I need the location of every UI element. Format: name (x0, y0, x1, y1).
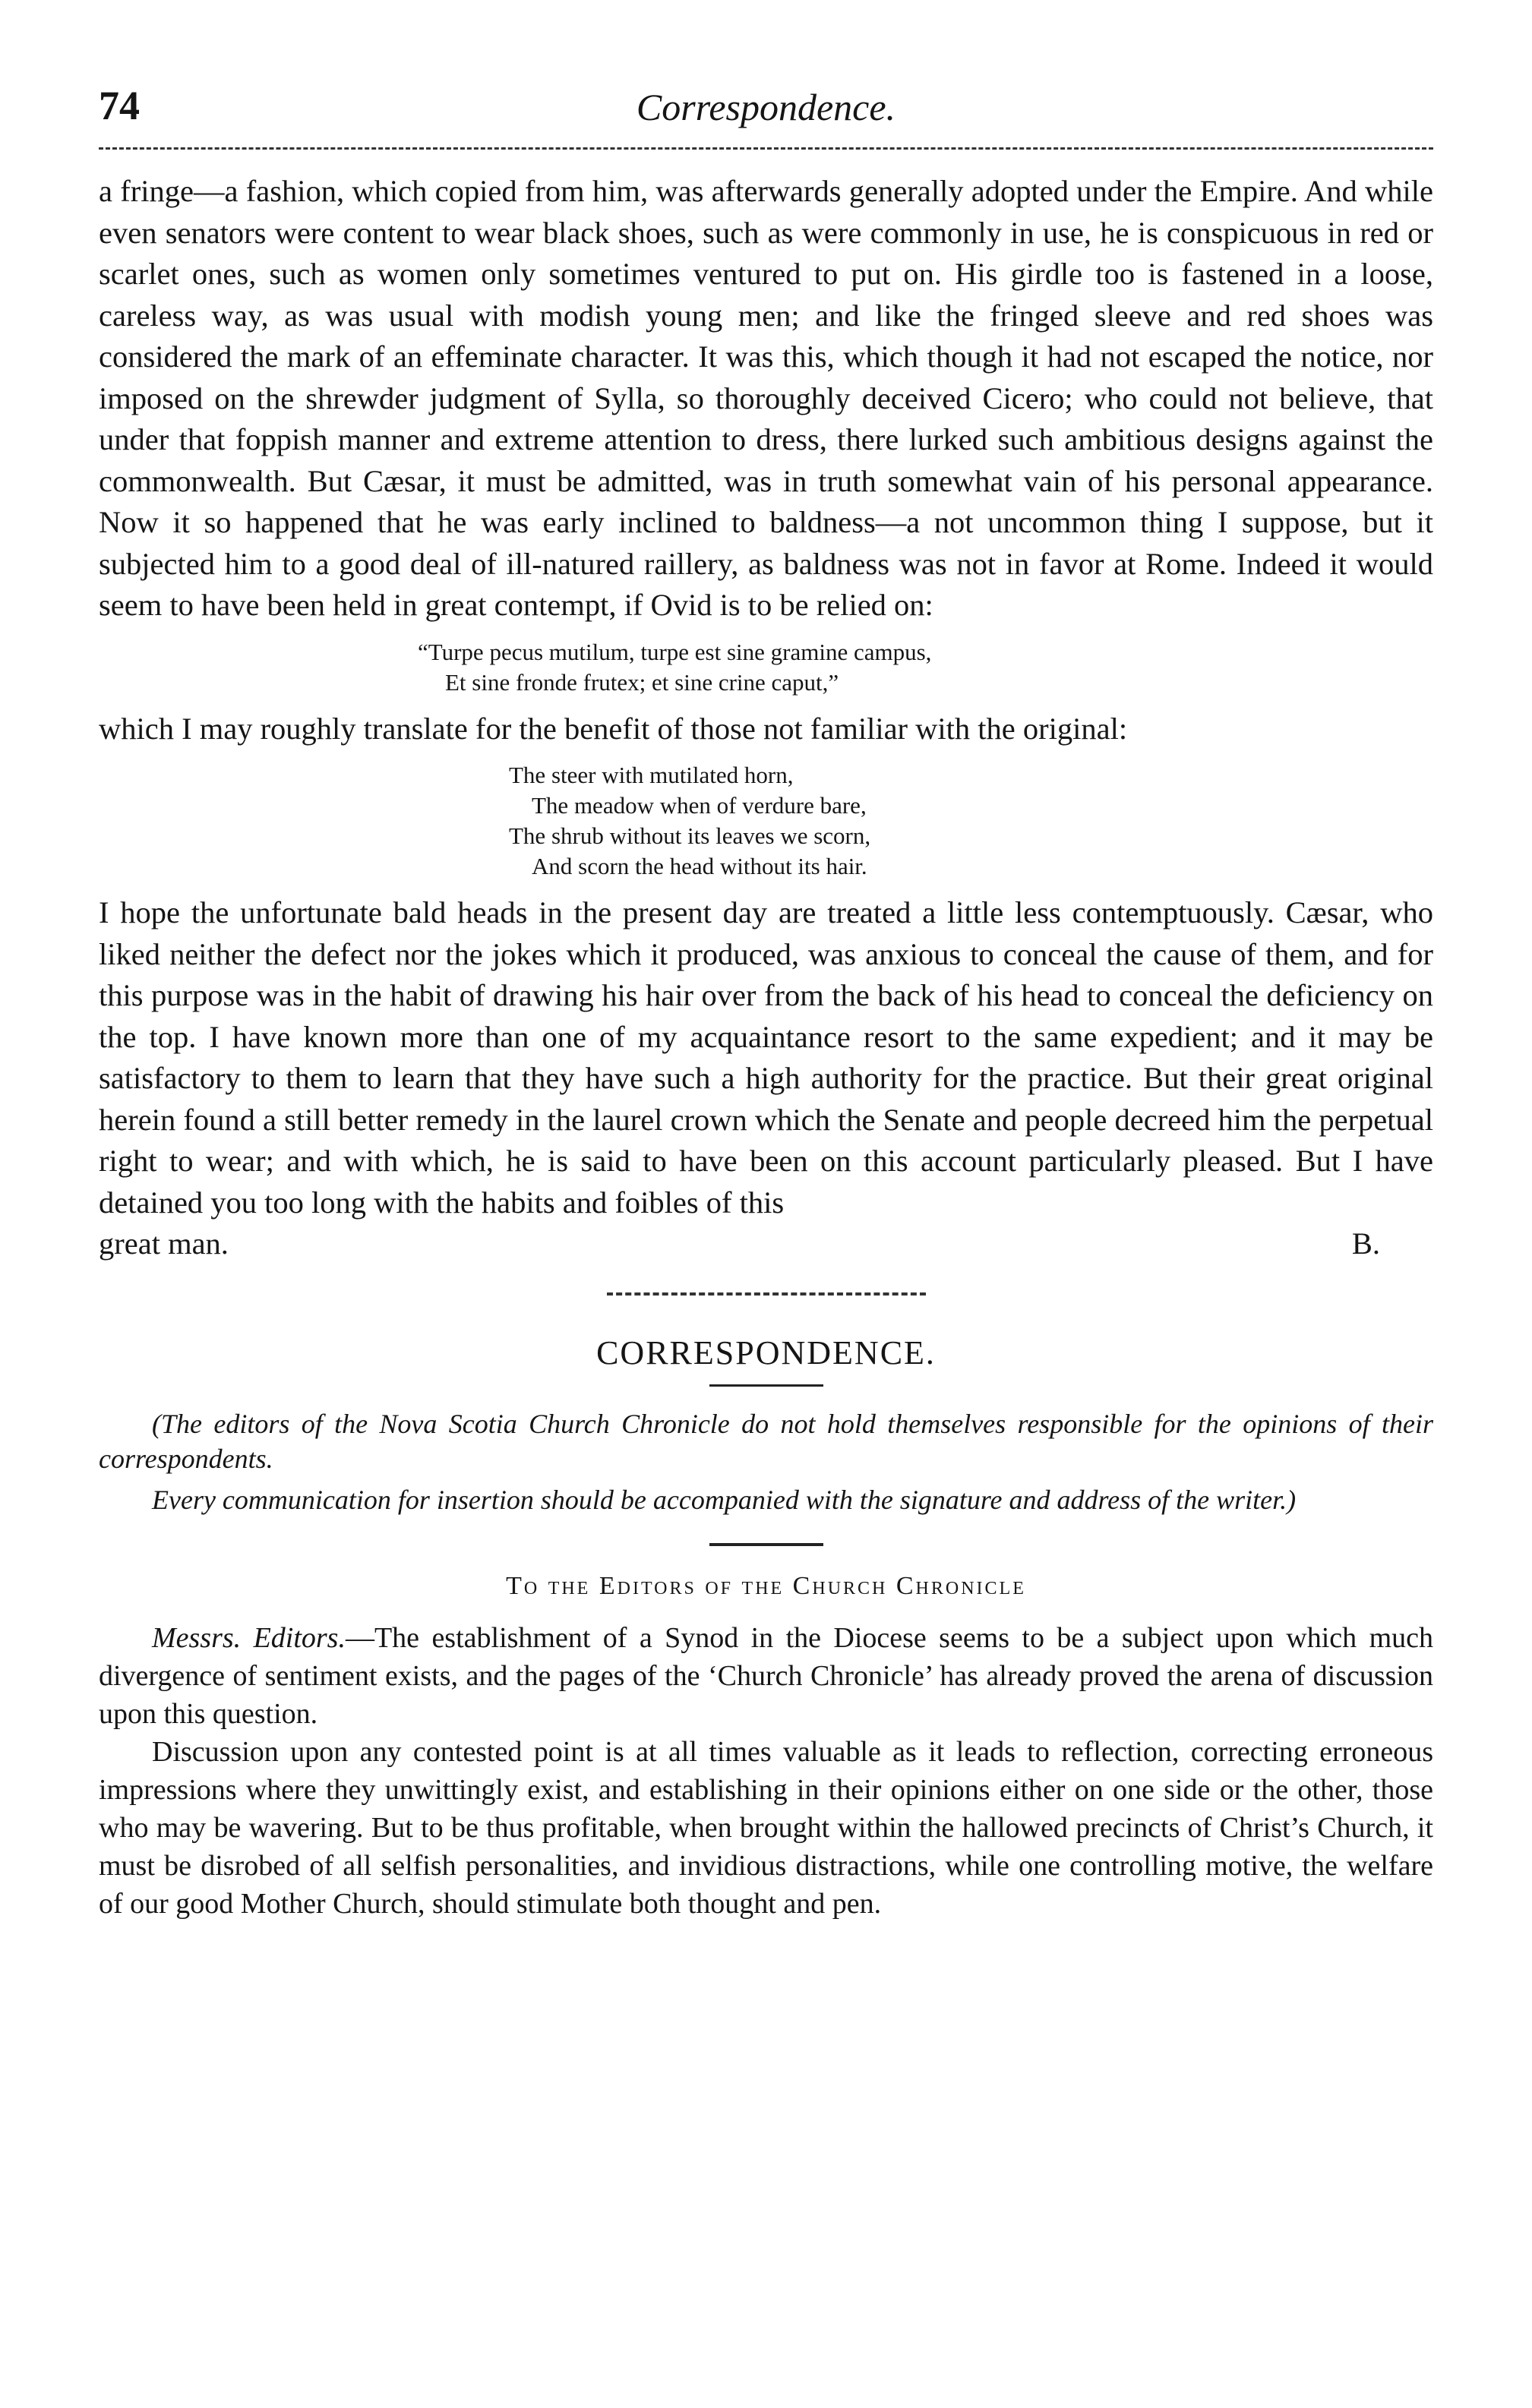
letter-paragraph-1-text: —The establishment of a Synod in the Diocese seems to be a subject upon which much divergence of sentiment exists, and the pages of the ‘Church Chronicle’ has already proved the arena of discussion upon this question. (99, 1621, 1433, 1730)
editor-note-2: Every communication for insertion should be accompanied with the signature and address of the writer.) (152, 1484, 1297, 1515)
salutation: Messrs. Editors. (152, 1621, 346, 1654)
header-rule (99, 147, 1433, 150)
letter-body (99, 1619, 1433, 1923)
note-rule (709, 1543, 823, 1546)
section-ornament (607, 1292, 926, 1296)
english-verse-line-4: And scorn the head without its hair. (532, 853, 867, 879)
english-verse-line-1: The steer with mutilated horn, (509, 762, 794, 788)
latin-verse (99, 637, 1433, 698)
letter-paragraph-2: Discussion upon any contested point is at all times valuable as it leads to reflection, correcting erroneous impressions where they unwittingly exist, and establishing in their opinions either on one side or the other, those who may be wavering. But to be thus profitable, when brought within the hallowed precincts of Christ’s Church, it must be disrobed of all selfish personalities, and invidious distractions, while one controlling motive, the welfare of our good Mother Church, should stimulate both thought and pen. (99, 1735, 1433, 1920)
author-signature: B. (1351, 1226, 1380, 1261)
latin-verse-line-1: “Turpe pecus mutilum, turpe est sine gramine campus, (418, 638, 932, 665)
running-head (99, 82, 1433, 143)
section-heading: CORRESPONDENCE. (596, 1333, 936, 1371)
heading-rule (709, 1384, 823, 1387)
article-paragraph-1: a fringe—a fashion, which copied from him, was afterwards generally adopted under the Empire. And while even senators were content to wear black shoes, such as were commonly in use, he is conspicuous in red or scarlet ones, such as women only sometimes ventured to put on. His girdle too is fastened in a loose, careless way, as was usual with modish young men; and like the fringed sleeve and red shoes was considered the mark of an effeminate character. It was this, which though it had not escaped the notice, nor imposed on the shrewder judgment of Sylla, so thoroughly deceived Cicero; who could not believe, that under that foppish manner and extreme attention to dress, there lurked such ambitious designs against the commonwealth. But Cæsar, it must be admitted, was in truth somewhat vain of his personal appearance. Now it so happened that he was early inclined to baldness—a not uncommon thing I suppose, but it subjected him to a good deal of ill-natured raillery, as baldness was not in favor at Rome. Indeed it would seem to have been held in great contempt, if Ovid is to be relied on: (99, 174, 1433, 622)
english-verse (99, 760, 1433, 882)
article-last-line: great man. (99, 1226, 229, 1261)
article-paragraph-3: I hope the unfortunate bald heads in the present day are treated a little less contemptuously. Cæsar, who liked neither the defect nor the jokes which it produced, was anxious to conceal the cause of them, and for this purpose was in the habit of drawing his hair over from the back of his head to conceal the deficiency on the top. I have known more than one of my acquaintance resort to the same expedient; and it may be satisfactory to them to learn that they have such a high authority for the practice. But their great original herein found a still better remedy in the laurel crown which the Senate and people decreed him the perpetual right to wear; and with which, he is said to have been on this account particularly pleased. But I have detained you too long with the habits and foibles of this (99, 895, 1433, 1220)
latin-verse-line-2: Et sine fronde frutex; et sine crine caput,” (445, 668, 839, 696)
letter-paragraph-1 (99, 1619, 1433, 1733)
english-verse-line-3: The shrub without its leaves we scorn, (509, 822, 871, 849)
letter-heading: To the Editors of the Church Chronicle (506, 1571, 1026, 1600)
editor-note-1: (The editors of the Nova Scotia Church Chronicle do not hold themselves responsible for the opinions of their correspondents. (99, 1408, 1433, 1474)
running-title: Correspondence. (636, 86, 896, 128)
english-verse-line-2: The meadow when of verdure bare, (532, 792, 867, 819)
page-number: 74 (99, 83, 140, 128)
article-paragraph-2: which I may roughly translate for the benefit of those not familiar with the original: (99, 711, 1128, 746)
signoff-line (99, 1223, 1433, 1265)
